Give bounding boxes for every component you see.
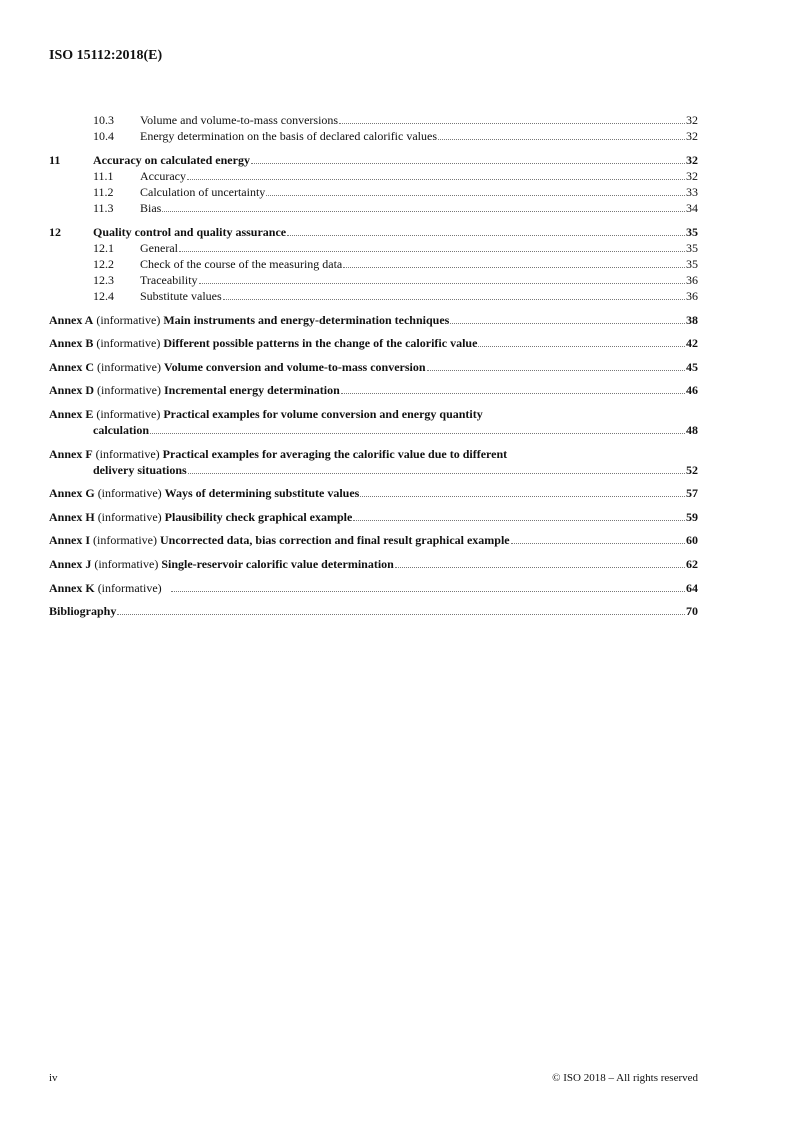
- toc-entry[interactable]: [49, 532, 698, 548]
- annex-title-line: [49, 580, 162, 596]
- annex-qualifier: (informative): [97, 486, 162, 501]
- toc-entry[interactable]: [49, 152, 698, 168]
- annex-title: Ways of determining substitute values: [164, 486, 360, 501]
- toc-entry[interactable]: [49, 256, 698, 272]
- annex-label: Annex I: [49, 533, 91, 548]
- annex-qualifier: (informative): [97, 580, 162, 595]
- page-number-ref: 32: [686, 113, 698, 127]
- dot-leader: [353, 520, 685, 521]
- dot-leader: [360, 496, 685, 497]
- annex-title-line: [49, 485, 359, 501]
- section-number: 11.2: [93, 185, 114, 199]
- toc-entry[interactable]: [49, 224, 698, 240]
- toc-entry[interactable]: [49, 485, 698, 501]
- annex-title: Incremental energy determination: [164, 383, 340, 398]
- annex-title-line: [49, 359, 426, 375]
- annex-qualifier: (informative): [96, 406, 161, 421]
- annex-qualifier: (informative): [93, 533, 157, 548]
- dot-leader: [117, 614, 685, 615]
- toc-entry[interactable]: [49, 240, 698, 256]
- section-title: Substitute values: [140, 289, 222, 303]
- page-number-ref: 35: [686, 225, 698, 239]
- page-number-ref: 36: [686, 273, 698, 287]
- page-number-ref: 32: [686, 169, 698, 183]
- annex-title-line: [49, 406, 483, 422]
- toc-entry[interactable]: [49, 168, 698, 184]
- annex-label: Annex F: [49, 446, 93, 461]
- dot-leader: [199, 283, 685, 284]
- annex-title: Different possible patterns in the change of the calorific value: [163, 336, 478, 351]
- page-number-ref: 57: [686, 486, 698, 501]
- page-number-ref: 60: [686, 533, 698, 548]
- dot-leader: [450, 323, 685, 324]
- toc-entry-continuation: [49, 422, 698, 438]
- annex-qualifier: (informative): [96, 312, 161, 327]
- annex-label: Annex K: [49, 580, 95, 595]
- annex-title-line: [49, 446, 507, 462]
- annex-title-line: [49, 603, 116, 619]
- page-number-ref: 34: [686, 201, 698, 215]
- section-number: 12: [49, 225, 61, 239]
- page-number-ref: 35: [686, 257, 698, 271]
- annex-title: Uncorrected data, bias correction and final result graphical example: [160, 533, 510, 548]
- annex-label: Annex G: [49, 486, 95, 501]
- page-number-ref: 32: [686, 129, 698, 143]
- dot-leader: [171, 591, 685, 592]
- page-number-ref: 64: [686, 580, 698, 595]
- toc-entry[interactable]: [49, 112, 698, 128]
- toc-entry[interactable]: [49, 288, 698, 304]
- annex-title: Main instruments and energy-determination techniques: [163, 312, 450, 327]
- toc-entry[interactable]: [49, 382, 698, 398]
- page-number-ref: 42: [686, 336, 698, 351]
- annex-title-continued: calculation: [93, 422, 149, 437]
- toc-entry[interactable]: [49, 446, 698, 462]
- annex-title: Practical examples for volume conversion and energy quantity: [163, 406, 483, 421]
- annex-label: Annex E: [49, 406, 94, 421]
- dot-leader: [150, 433, 685, 434]
- section-title: Bias: [140, 201, 162, 215]
- dot-leader: [187, 179, 685, 180]
- section-title: General: [140, 241, 178, 255]
- dot-leader: [179, 251, 685, 252]
- annex-label: Annex B: [49, 336, 94, 351]
- dot-leader: [395, 567, 685, 568]
- section-title: Traceability: [140, 273, 198, 287]
- annex-title: Volume conversion and volume-to-mass conversion: [164, 359, 426, 374]
- annex-title: Practical examples for averaging the calorific value due to different: [162, 446, 508, 461]
- table-of-contents: [49, 112, 698, 619]
- page-footer: [49, 1072, 698, 1084]
- annex-label: Annex H: [49, 509, 95, 524]
- section-number: 11.1: [93, 169, 114, 183]
- annex-qualifier: (informative): [97, 509, 162, 524]
- annex-label: Annex D: [49, 383, 95, 398]
- section-title: Check of the course of the measuring data: [140, 257, 343, 271]
- toc-entry[interactable]: [49, 509, 698, 525]
- dot-leader: [343, 267, 685, 268]
- page-number-ref: 59: [686, 509, 698, 524]
- annex-label: Annex C: [49, 359, 95, 374]
- dot-leader: [251, 163, 685, 164]
- annex-qualifier: (informative): [94, 556, 159, 571]
- page-number-ref: 48: [686, 422, 698, 437]
- annex-title-line: [49, 382, 340, 398]
- section-number: 12.4: [93, 289, 114, 303]
- dot-leader: [341, 393, 685, 394]
- toc-entry[interactable]: [49, 184, 698, 200]
- annex-title: Plausibility check graphical example: [164, 509, 353, 524]
- dot-leader: [438, 139, 685, 140]
- annex-qualifier: (informative): [97, 383, 161, 398]
- document-id-header: ISO 15112:2018(E): [49, 48, 163, 63]
- section-title: Calculation of uncertainty: [140, 185, 266, 199]
- toc-entry[interactable]: [49, 272, 698, 288]
- dot-leader: [162, 211, 685, 212]
- toc-entry[interactable]: [49, 580, 698, 596]
- annex-title-line: [49, 312, 449, 328]
- toc-entry[interactable]: [49, 359, 698, 375]
- annex-qualifier: (informative): [96, 336, 161, 351]
- section-title: Accuracy on calculated energy: [93, 153, 250, 167]
- dot-leader: [266, 195, 685, 196]
- annex-title-line: [49, 556, 394, 572]
- annex-label: Bibliography: [49, 604, 117, 619]
- section-number: 11.3: [93, 201, 114, 215]
- annex-label: Annex J: [49, 556, 92, 571]
- annex-qualifier: (informative): [97, 359, 161, 374]
- section-number: 12.1: [93, 241, 114, 255]
- toc-entry[interactable]: [49, 128, 698, 144]
- section-number: 11: [49, 153, 61, 167]
- section-title: Energy determination on the basis of declared calorific values: [140, 129, 437, 143]
- annex-title-line: [49, 509, 352, 525]
- toc-entry[interactable]: [49, 603, 698, 619]
- toc-entry-continuation: [49, 462, 698, 478]
- page-number-ref: 35: [686, 241, 698, 255]
- page-number-ref: 45: [686, 359, 698, 374]
- page-number-ref: 38: [686, 312, 698, 327]
- page-number: iv: [49, 1072, 58, 1084]
- annex-title: Single-reservoir calorific value determination: [161, 556, 394, 571]
- annex-title-line: [49, 532, 510, 548]
- section-number: 12.2: [93, 257, 114, 271]
- section-title: Volume and volume-to-mass conversions: [140, 113, 339, 127]
- dot-leader: [188, 473, 685, 474]
- page-number-ref: 62: [686, 556, 698, 571]
- toc-entry[interactable]: [49, 312, 698, 328]
- page-number-ref: 52: [686, 462, 698, 477]
- dot-leader: [427, 370, 685, 371]
- page-number-ref: 70: [686, 604, 698, 619]
- page-number-ref: 36: [686, 289, 698, 303]
- dot-leader: [223, 299, 685, 300]
- page-number-ref: 32: [686, 153, 698, 167]
- page-number-ref: 46: [686, 383, 698, 398]
- section-number: 10.3: [93, 113, 114, 127]
- toc-entry[interactable]: [49, 406, 698, 422]
- dot-leader: [511, 543, 685, 544]
- section-title: Accuracy: [140, 169, 186, 183]
- copyright-notice: © ISO 2018 – All rights reserved: [552, 1072, 698, 1084]
- annex-title-line: [49, 335, 477, 351]
- dot-leader: [287, 235, 685, 236]
- toc-entry[interactable]: [49, 556, 698, 572]
- annex-title-continued: delivery situations: [93, 462, 187, 477]
- toc-entry[interactable]: [49, 335, 698, 351]
- toc-entry[interactable]: [49, 200, 698, 216]
- dot-leader: [339, 123, 685, 124]
- annex-qualifier: (informative): [95, 446, 160, 461]
- section-number: 10.4: [93, 129, 114, 143]
- section-title: Quality control and quality assurance: [93, 225, 287, 239]
- section-number: 12.3: [93, 273, 114, 287]
- dot-leader: [478, 346, 685, 347]
- page-number-ref: 33: [686, 185, 698, 199]
- annex-label: Annex A: [49, 312, 94, 327]
